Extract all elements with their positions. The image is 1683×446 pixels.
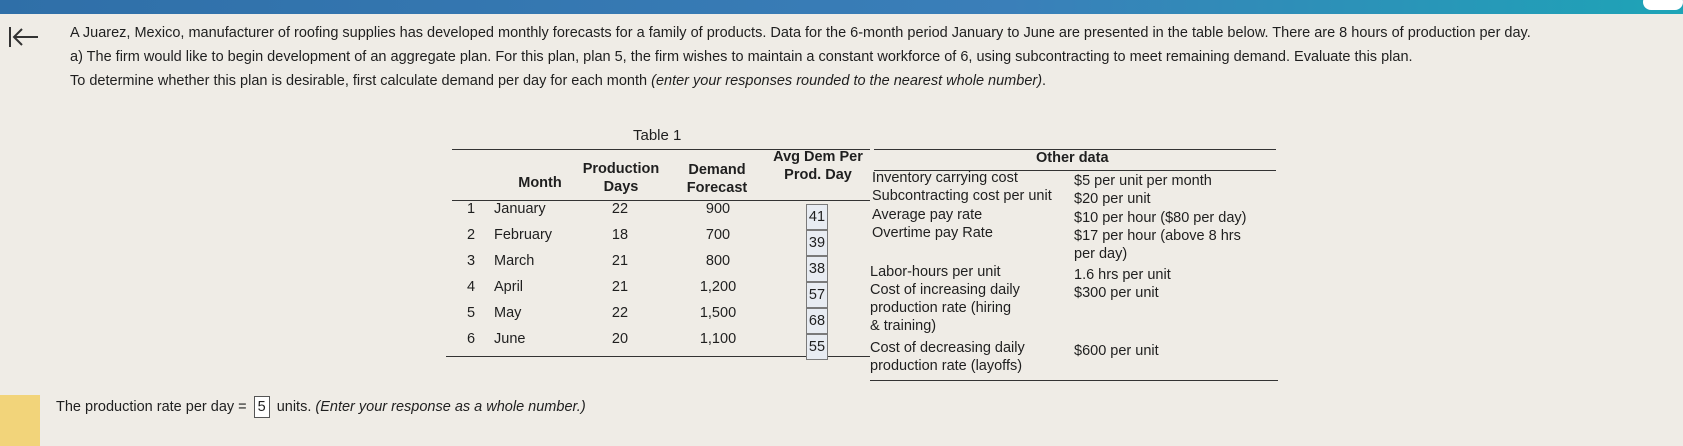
row-days: 21 [611, 253, 629, 269]
row-forecast: 900 [705, 201, 731, 217]
header-demand-forecast-1: Demand [688, 162, 746, 178]
increase-cost-label-3: & training) [870, 318, 937, 334]
decrease-cost-label-2: production rate (layoffs) [870, 358, 1023, 374]
row-days: 22 [611, 201, 629, 217]
row-month: March [494, 253, 535, 269]
row-index: 5 [467, 305, 476, 321]
header-avg-dem-1: Avg Dem Per [773, 149, 863, 165]
avg-demand-input[interactable]: 41 [806, 204, 828, 230]
part-a-statement: a) The firm would like to begin development of an aggregate plan. For this plan, plan 5, the firm wishes to maintain a constant workforce of 6, using subcontracting to meet remaining demand. Evaluate this plan. [70, 49, 1413, 65]
other-data-label: Overtime pay Rate [872, 225, 993, 241]
instruction-hint: (enter your responses rounded to the nearest whole number) [651, 73, 1043, 89]
other-data-label: Labor-hours per unit [870, 264, 1001, 280]
header-production-days [573, 160, 669, 196]
left-strip [0, 395, 40, 446]
production-rate-hint: (Enter your response as a whole number.) [315, 398, 586, 415]
row-index: 2 [467, 227, 476, 243]
row-forecast: 1,100 [699, 331, 737, 347]
overtime-value-1: $17 per hour (above 8 hrs [1074, 228, 1241, 244]
row-days: 21 [611, 279, 629, 295]
other-data-value: $300 per unit [1074, 285, 1159, 301]
corner-tab [1643, 0, 1683, 10]
other-data-value: $5 per unit per month [1074, 173, 1212, 189]
decrease-cost-label-1: Cost of decreasing daily [870, 340, 1025, 356]
header-avg-dem-2: Prod. Day [784, 167, 852, 183]
avg-demand-input[interactable]: 38 [806, 256, 828, 282]
table-title: Table 1 [633, 127, 682, 144]
production-rate-input[interactable]: 5 [254, 396, 270, 418]
production-rate-suffix: units. [272, 398, 316, 415]
row-days: 22 [611, 305, 629, 321]
increase-cost-label-1: Cost of increasing daily [870, 282, 1020, 298]
instruction-end: . [1042, 73, 1047, 89]
header-production-days-2: Days [603, 179, 639, 195]
other-data-value: $20 per unit [1074, 191, 1151, 207]
problem-statement: A Juarez, Mexico, manufacturer of roofing supplies has developed monthly forecasts for a family of products. Data for the 6-month period January to June are presented in the table below. There are 8 hours of production per day. [70, 25, 1531, 41]
header-demand-forecast-2: Forecast [686, 180, 748, 196]
other-data-label [870, 281, 1020, 335]
avg-demand-input[interactable]: 68 [806, 308, 828, 334]
row-forecast: 700 [705, 227, 731, 243]
row-index: 1 [467, 201, 476, 217]
top-accent-bar [0, 0, 1683, 14]
avg-demand-input[interactable]: 55 [806, 334, 828, 360]
row-month: January [494, 201, 546, 217]
row-month: February [494, 227, 553, 243]
header-demand-forecast [672, 161, 762, 197]
overtime-value-2: per day) [1074, 246, 1128, 262]
production-rate-prefix: The production rate per day = [56, 398, 251, 415]
header-production-days-1: Production [582, 161, 660, 177]
other-data-value: 1.6 hrs per unit [1074, 267, 1171, 283]
header-avg-dem [763, 148, 873, 184]
row-month: May [494, 305, 522, 321]
other-data-header: Other data [1036, 150, 1109, 166]
other-data-value: $10 per hour ($80 per day) [1074, 210, 1247, 226]
row-index: 6 [467, 331, 476, 347]
other-data-value [1074, 227, 1241, 263]
avg-demand-input[interactable]: 39 [806, 230, 828, 256]
back-arrow-icon[interactable] [6, 22, 42, 52]
other-data-label [870, 339, 1025, 375]
row-forecast: 1,200 [699, 279, 737, 295]
header-month: Month [518, 175, 562, 191]
avg-demand-input[interactable]: 57 [806, 282, 828, 308]
row-forecast: 800 [705, 253, 731, 269]
other-bottom-rule [870, 380, 1278, 381]
row-forecast: 1,500 [699, 305, 737, 321]
increase-cost-label-2: production rate (hiring [870, 300, 1012, 316]
instruction-text: To determine whether this plan is desirable, first calculate demand per day for each month [70, 73, 652, 89]
other-data-value: $600 per unit [1074, 343, 1159, 359]
row-month: June [494, 331, 526, 347]
other-data-label: Average pay rate [872, 207, 983, 223]
production-rate-line [56, 396, 586, 418]
row-days: 20 [611, 331, 629, 347]
row-month: April [494, 279, 524, 295]
row-index: 3 [467, 253, 476, 269]
instruction-line [70, 73, 1046, 89]
row-days: 18 [611, 227, 629, 243]
row-index: 4 [467, 279, 476, 295]
other-data-label: Subcontracting cost per unit [872, 188, 1052, 204]
other-data-label: Inventory carrying cost [872, 170, 1018, 186]
